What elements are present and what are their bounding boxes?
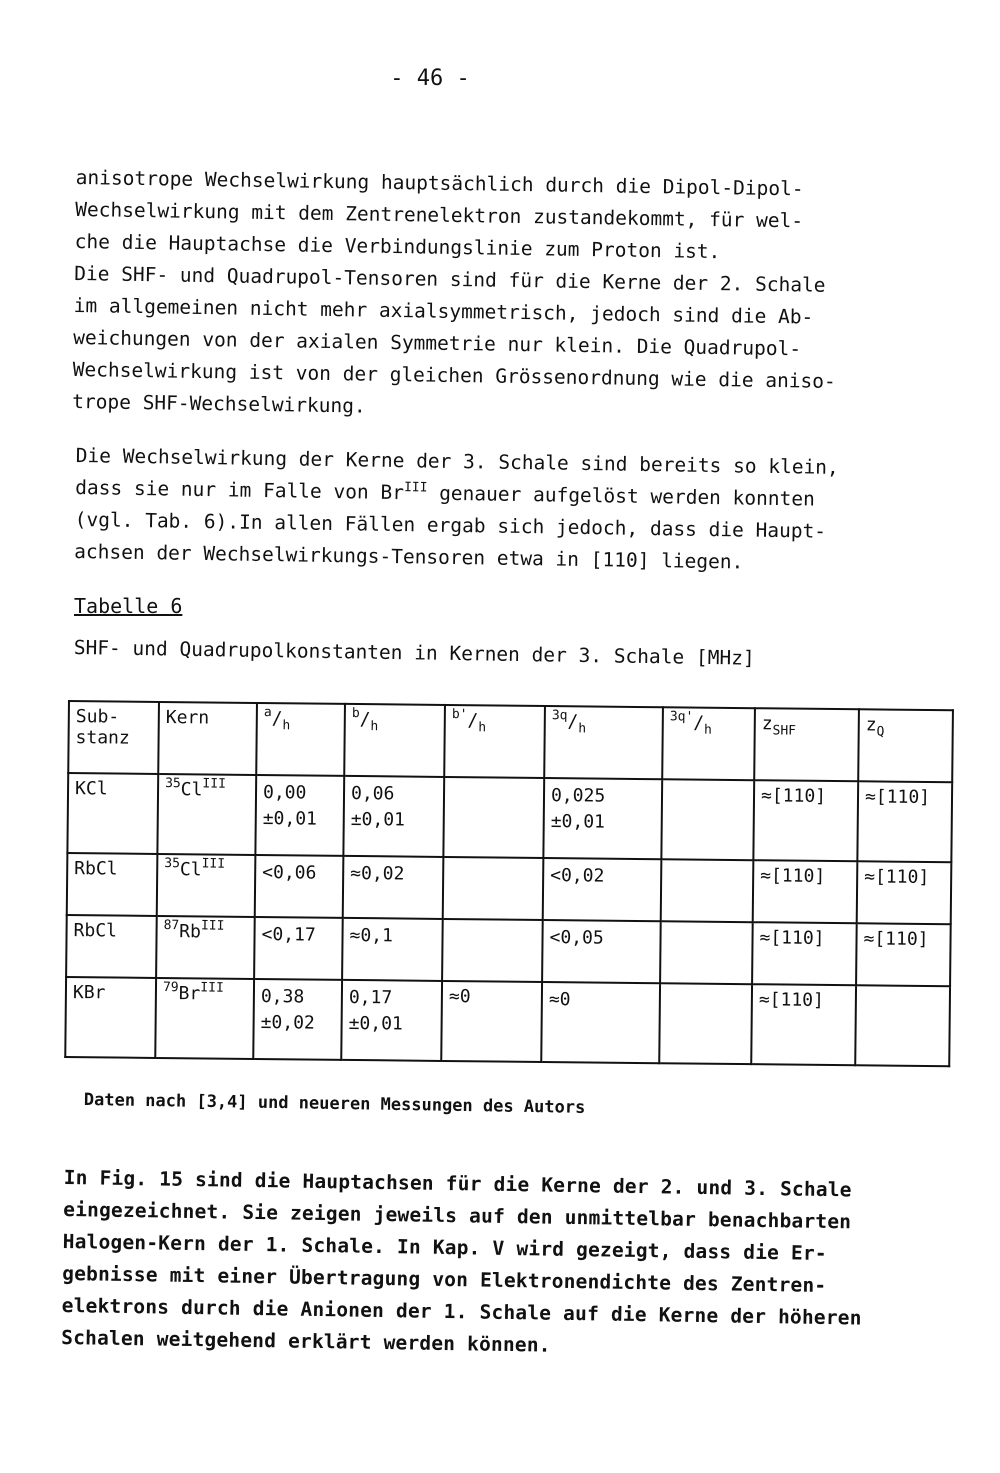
text-line: gebnisse mit einer Übertragung von Elektronendichte des Zentren- [62, 1261, 827, 1297]
cell-3q-prime [661, 859, 754, 922]
paragraph-2 [74, 440, 956, 582]
text-line: achsen der Wechselwirkungs-Tensoren etwa in [110] liegen. [74, 539, 744, 574]
text-line: (vgl. Tab. 6).In allen Fällen ergab sich jedoch, dass die Haupt- [74, 507, 827, 543]
text-line: anisotrope Wechselwirkung hauptsächlich durch die Dipol-Dipol- [75, 165, 804, 201]
text-line: im allgemeinen nicht mehr axialsymmetrisch, jedoch sind die Ab- [73, 293, 814, 329]
paragraph-3 [61, 1162, 944, 1368]
text-line: Wechselwirkung mit dem Zentrenelektron zustandekommt, für wel- [75, 197, 804, 233]
constants-table [64, 700, 954, 1067]
text-line: elektrons durch die Anionen der 1. Schale auf die Kerne der höheren [61, 1293, 862, 1330]
text-line: trope SHF-Wechselwirkung. [72, 389, 366, 418]
table-header-row [68, 701, 953, 782]
cell-z-q: ≈[110] [857, 861, 952, 924]
cell-z-shf: ≈[110] [751, 984, 856, 1065]
table-caption: SHF- und Quadrupolkonstanten in Kernen der 3. Schale [MHz] [73, 636, 755, 670]
cell-3q-prime [659, 983, 752, 1064]
cell-z-shf: ≈[110] [753, 860, 858, 923]
cell-b-prime: ≈0 [441, 981, 542, 1062]
cell-kern: $^{35}Cl^{III}$ [157, 774, 256, 855]
header-z-shf: $z_{SHF}$ [754, 708, 859, 781]
cell-a: <0,17 [254, 917, 343, 980]
cell-b: 0,06 ±0,01 [343, 776, 444, 857]
paragraph-1 [72, 162, 956, 432]
cell-z-shf: ≈[110] [753, 780, 858, 861]
text-line: Schalen weitgehend erklärt werden können. [61, 1325, 551, 1357]
table-row [67, 773, 952, 862]
cell-3q: 0,025 ±0,01 [543, 778, 662, 859]
superscript: III [403, 480, 428, 496]
table-label: Tabelle 6 [74, 594, 183, 618]
header-a: $^a/_h$ [256, 703, 345, 776]
text-line: che die Hauptachse die Verbindungslinie zum Proton ist. [74, 229, 721, 264]
table-row [67, 853, 952, 924]
text-line: eingezeichnet. Sie zeigen jeweils auf den unmittelbar benachbarten [63, 1197, 852, 1234]
cell-b-prime [443, 777, 544, 858]
text-line: Halogen-Kern der 1. Schale. In Kap. V wird gezeigt, dass die Er- [62, 1229, 828, 1265]
header-kern: Kern [158, 702, 257, 775]
cell-kern: $^{79}Br^{III}$ [155, 978, 254, 1059]
cell-3q: <0,02 [543, 858, 662, 921]
text-line: weichungen von der axialen Symmetrie nur klein. Die Quadrupol- [73, 325, 802, 361]
cell-3q: ≈0 [541, 982, 660, 1063]
cell-kern: $^{87}Rb^{III}$ [156, 916, 255, 979]
cell-z-q: ≈[110] [857, 781, 952, 862]
header-substanz: Sub- stanz [68, 701, 159, 774]
cell-substanz: RbCl [67, 853, 158, 916]
cell-z-q: ≈[110] [856, 923, 951, 986]
text-line: In Fig. 15 sind die Hauptachsen für die Kerne der 2. und 3. Schale [63, 1165, 852, 1202]
cell-kern: $^{35}Cl^{III}$ [157, 854, 256, 917]
cell-3q-prime [661, 779, 754, 860]
cell-b-prime [443, 857, 544, 920]
header-b: $^b/_h$ [344, 704, 445, 777]
table-container [64, 700, 954, 1067]
cell-z-shf: ≈[110] [752, 922, 857, 985]
cell-b: ≈0,1 [342, 918, 443, 981]
cell-substanz: KBr [65, 977, 156, 1058]
cell-a: <0,06 [255, 855, 344, 918]
cell-b: 0,17 ±0,01 [341, 980, 442, 1061]
header-3q: $^{3q}/_h$ [544, 706, 663, 779]
page-number: - 46 - [390, 66, 470, 91]
cell-a: 0,38 ±0,02 [253, 979, 342, 1060]
cell-a: 0,00 ±0,01 [255, 775, 344, 856]
text-line: dass sie nur im Falle von $Br^{III}$ genauer aufgelöst werden konnten [75, 475, 815, 511]
table-row [66, 915, 951, 986]
header-3q-prime: $^{3q'}/_h$ [662, 707, 755, 780]
cell-z-q [855, 985, 950, 1066]
text-line: Die Wechselwirkung der Kerne der 3. Schale sind bereits so klein, [75, 443, 839, 479]
cell-3q-prime [660, 921, 753, 984]
cell-b: ≈0,02 [343, 856, 444, 919]
cell-b-prime [442, 919, 543, 982]
text-line: Wechselwirkung ist von der gleichen Grössenordnung wie die aniso- [72, 357, 836, 393]
header-b-prime: $^{b'}/_h$ [444, 705, 545, 778]
text-line: Die SHF- und Quadrupol-Tensoren sind für die Kerne der 2. Schale [74, 261, 826, 297]
cell-substanz: KCl [67, 773, 158, 854]
cell-3q: <0,05 [542, 920, 661, 983]
table-row [65, 977, 950, 1066]
table-source-note: Daten nach [3,4] und neueren Messungen des Autors [83, 1090, 586, 1118]
cell-substanz: RbCl [66, 915, 157, 978]
header-z-q: $z_Q$ [858, 709, 953, 782]
